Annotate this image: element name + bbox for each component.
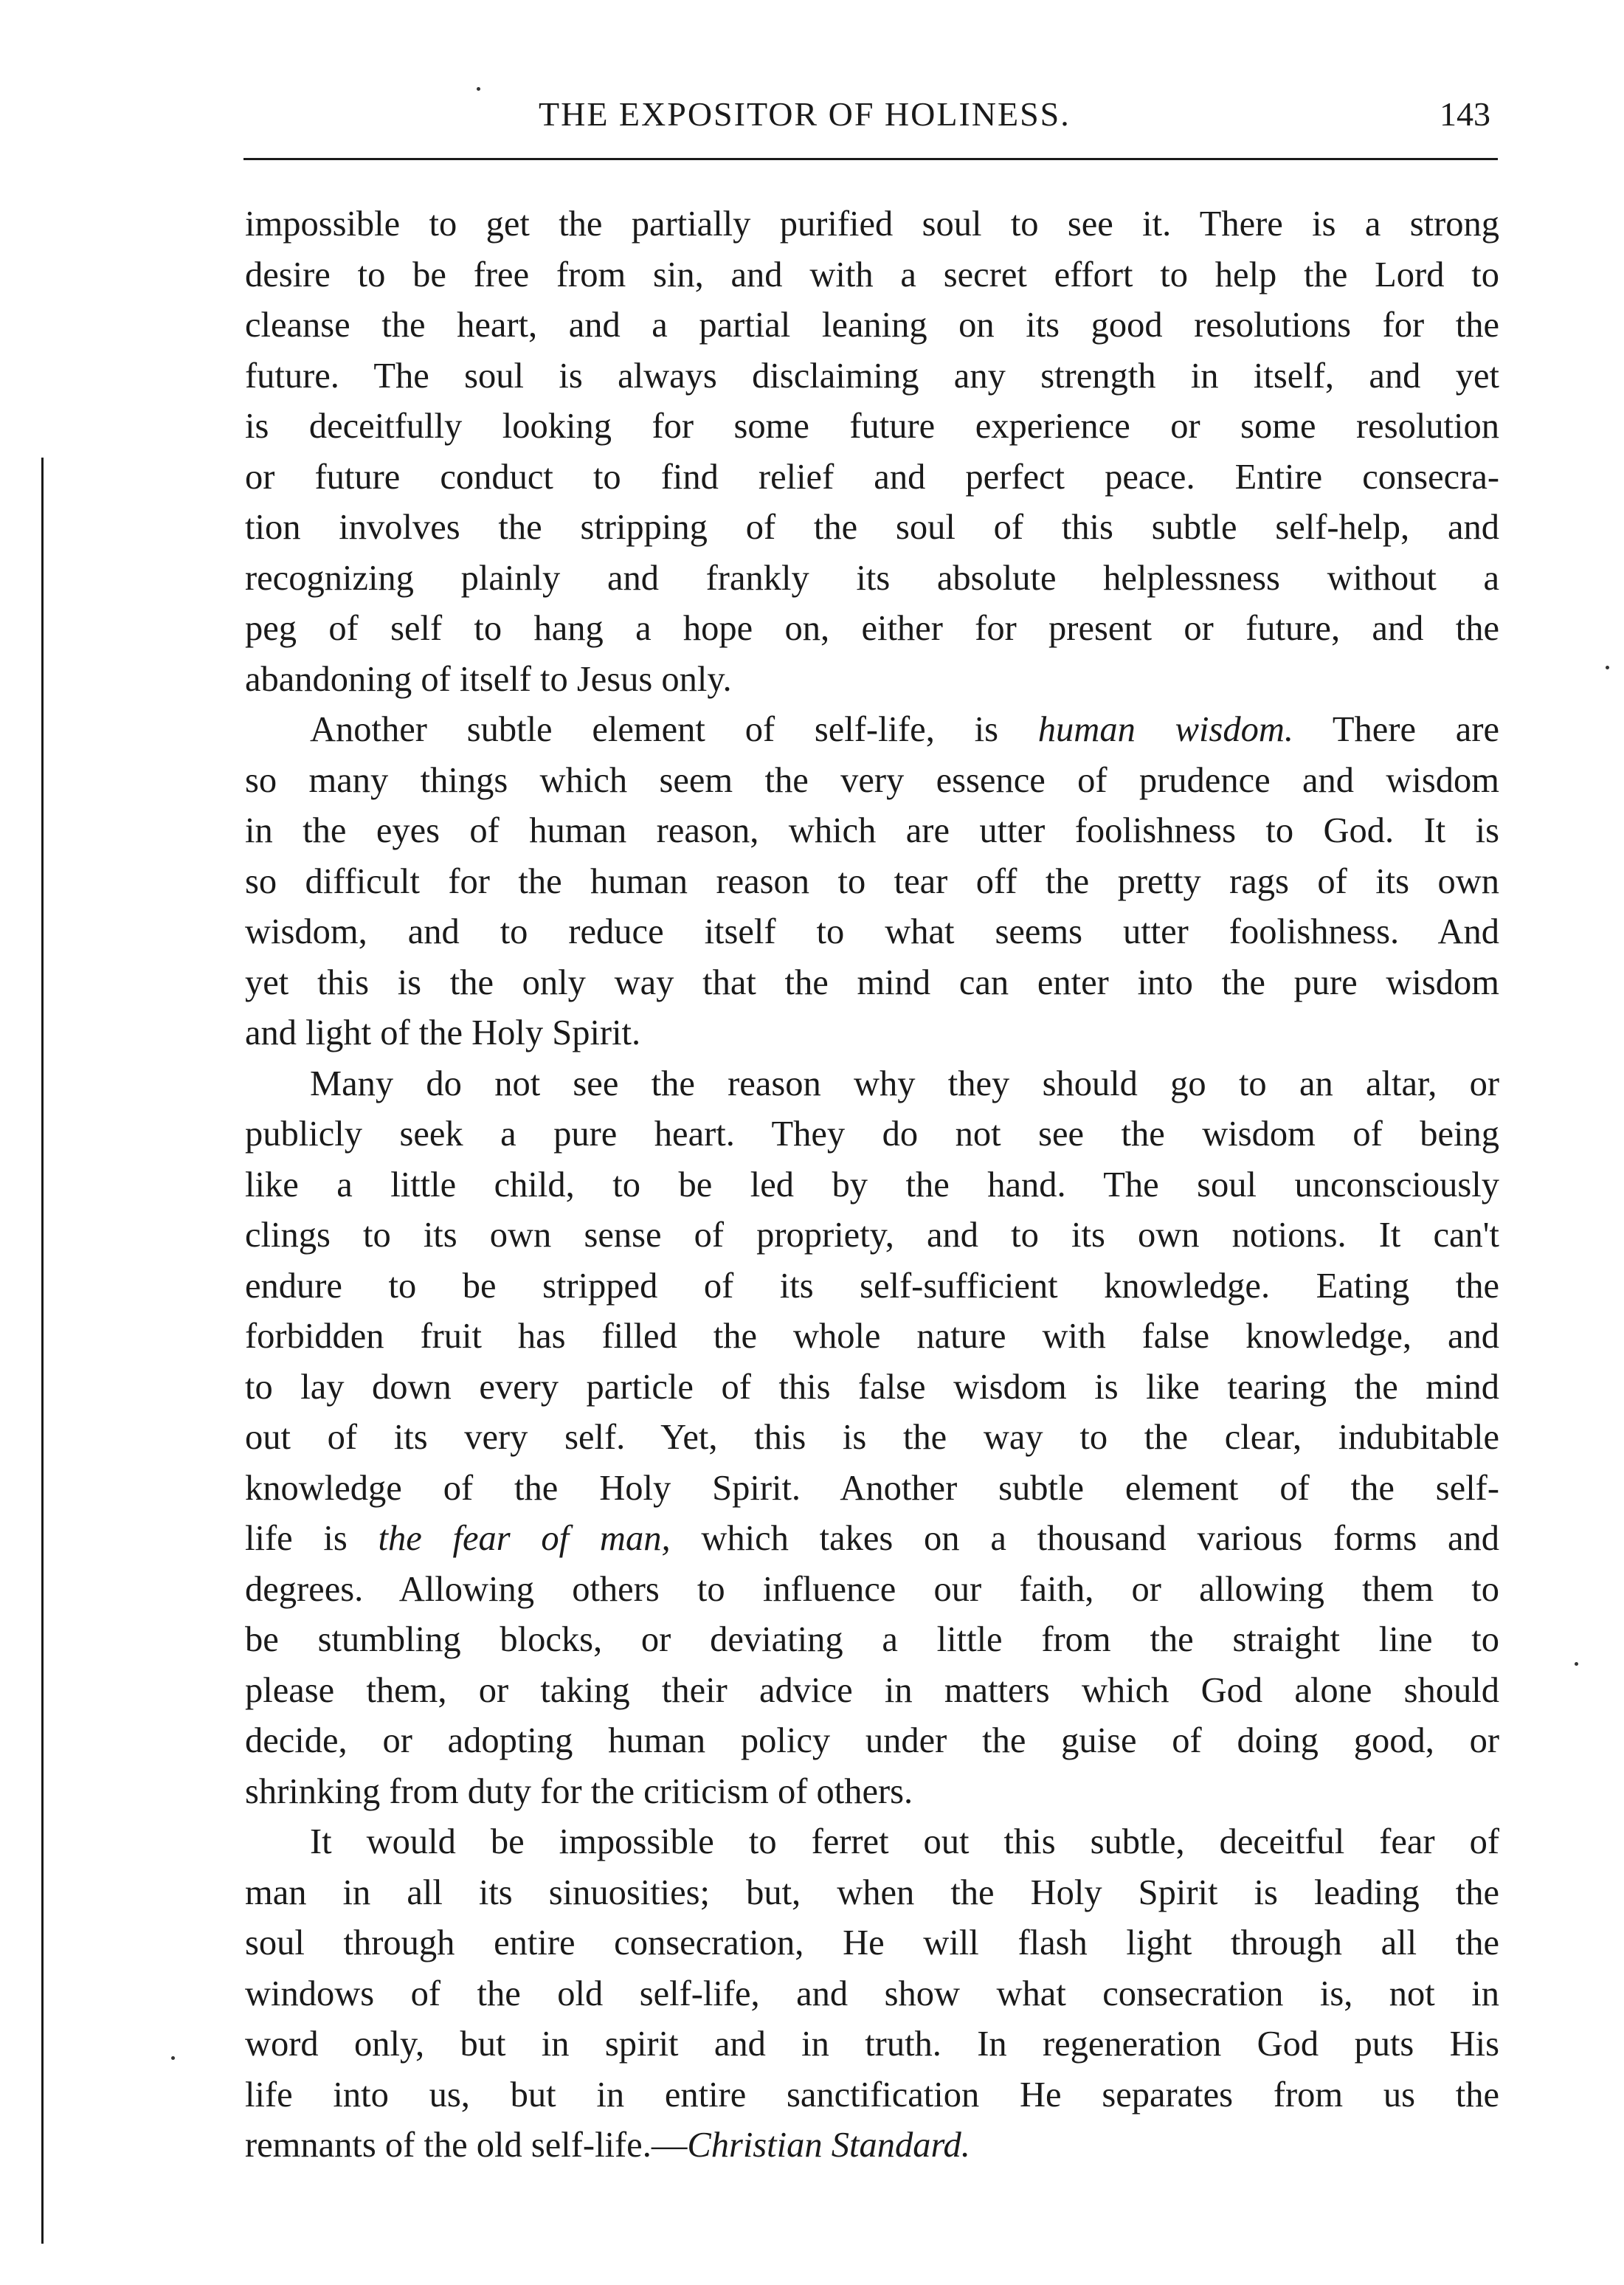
margin-speck xyxy=(1606,666,1609,669)
running-title: THE EXPOSITOR OF HOLINESS. xyxy=(539,95,1071,133)
text-line: Many do not see the reason why they should go to an altar, or xyxy=(310,1064,1499,1103)
text-line: recognizing plainly and frankly its absolute helplessness without a xyxy=(245,558,1499,598)
emphasis-human-wisdom: human wisdom. xyxy=(1037,710,1293,749)
text-line: windows of the old self-life, and show what consecration is, not in xyxy=(245,1974,1499,2013)
margin-speck xyxy=(171,2056,175,2060)
emphasis-fear-of-man: the fear of man, xyxy=(378,1519,671,1558)
text-line: please them, or taking their advice in matters which God alone should xyxy=(245,1670,1499,1710)
text-line: wisdom, and to reduce itself to what seems utter foolishness. And xyxy=(245,912,1499,951)
text-line xyxy=(245,705,1499,756)
text-line: forbidden fruit has filled the whole nature with false knowledge, and xyxy=(245,1317,1499,1356)
text-run: There are xyxy=(1293,710,1499,749)
text-line: word only, but in spirit and in truth. In regeneration God puts His xyxy=(245,2024,1499,2064)
text-line: endure to be stripped of its self-sufficient knowledge. Eating the xyxy=(245,1266,1499,1306)
text-line xyxy=(245,2120,1499,2171)
text-line: like a little child, to be led by the hand. The soul unconsciously xyxy=(245,1165,1499,1204)
text-line: be stumbling blocks, or deviating a little from the straight line to xyxy=(245,1620,1499,1659)
text-line: shrinking from duty for the criticism of others. xyxy=(245,1771,913,1811)
text-line: peg of self to hang a hope on, either for present or future, and the xyxy=(245,609,1499,648)
text-line: decide, or adopting human policy under the guise of doing good, or xyxy=(245,1721,1499,1760)
text-line: desire to be free from sin, and with a secret effort to help the Lord to xyxy=(245,255,1499,294)
text-line: abandoning of itself to Jesus only. xyxy=(245,659,732,699)
text-line: tion involves the stripping of the soul of this subtle self-help, and xyxy=(245,508,1499,547)
text-line: life into us, but in entire sanctification He separates from us the xyxy=(245,2075,1499,2115)
text-run: remnants of the old self-life.— xyxy=(245,2126,688,2165)
article-body xyxy=(245,199,1499,2171)
text-run: which takes on a thousand various forms and xyxy=(670,1519,1499,1558)
text-line: future. The soul is always disclaiming any strength in itself, and yet xyxy=(245,356,1499,396)
text-line: or future conduct to find relief and perfect peace. Entire consecra- xyxy=(245,457,1499,497)
paragraph-3 xyxy=(245,1059,1499,1818)
margin-speck xyxy=(1575,1662,1578,1666)
text-line: so difficult for the human reason to tear off the pretty rags of its own xyxy=(245,861,1499,901)
text-line: in the eyes of human reason, which are utter foolishness to God. It is xyxy=(245,811,1499,850)
text-line: to lay down every particle of this false wisdom is like tearing the mind xyxy=(245,1367,1499,1407)
text-line xyxy=(245,1514,1499,1565)
text-line: impossible to get the partially purified soul to see it. There is a strong xyxy=(245,204,1499,244)
page-header xyxy=(243,94,1498,146)
text-line: clings to its own sense of propriety, and to its own notions. It can't xyxy=(245,1216,1499,1255)
text-line: It would be impossible to ferret out this subtle, deceitful fear of xyxy=(310,1822,1499,1861)
text-line: out of its very self. Yet, this is the way to the clear, indubitable xyxy=(245,1418,1499,1457)
text-line: cleanse the heart, and a partial leaning on its good resolutions for the xyxy=(245,306,1499,345)
text-line: yet this is the only way that the mind can enter into the pure wisdom xyxy=(245,962,1499,1002)
page-number: 143 xyxy=(1440,95,1490,133)
text-line: man in all its sinuosities; but, when the Holy Spirit is leading the xyxy=(245,1872,1499,1912)
text-line: soul through entire consecration, He will flash light through all the xyxy=(245,1923,1499,1962)
text-run: life is xyxy=(245,1519,379,1558)
text-run: Another subtle element of self-life, is xyxy=(310,710,1038,749)
text-line: and light of the Holy Spirit. xyxy=(245,1013,641,1052)
paragraph-1 xyxy=(245,199,1499,705)
margin-speck xyxy=(477,87,480,91)
text-line: degrees. Allowing others to influence our faith, or allowing them to xyxy=(245,1569,1499,1609)
text-line: is deceitfully looking for some future experience or some resolution xyxy=(245,407,1499,446)
header-rule xyxy=(243,158,1498,160)
text-line: publicly seek a pure heart. They do not see the wisdom of being xyxy=(245,1114,1499,1154)
text-line: so many things which seem the very essence of prudence and wisdom xyxy=(245,760,1499,800)
text-line: knowledge of the Holy Spirit. Another subtle element of the self- xyxy=(245,1468,1499,1508)
source-attribution: Christian Standard. xyxy=(687,2126,970,2165)
paragraph-4 xyxy=(245,1817,1499,2171)
margin-binding-line xyxy=(41,458,44,2244)
paragraph-2 xyxy=(245,705,1499,1059)
